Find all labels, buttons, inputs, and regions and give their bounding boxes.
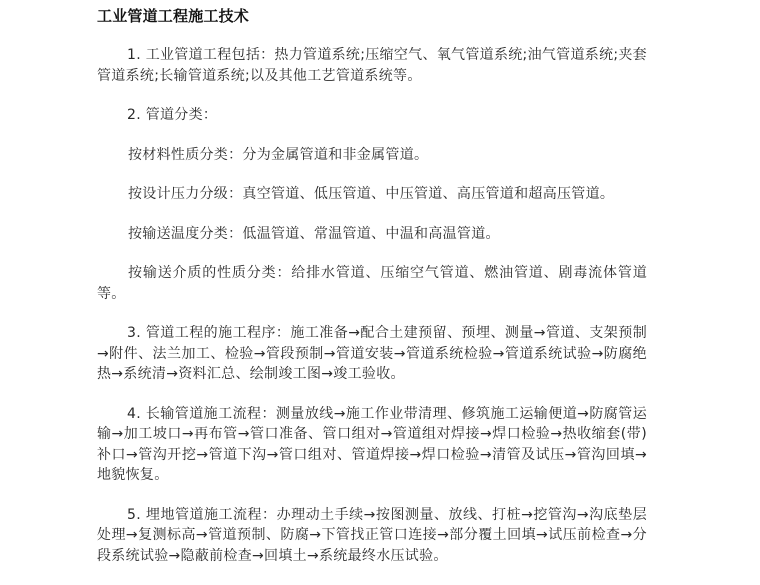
paragraph-buried-pipeline-process: 5. 埋地管道施工流程：办理动土手续→按图测量、放线、打桩→挖管沟→沟底垫层处理→复测标高→管道预制、防腐→下管找正管口连接→部分覆土回填→试压前检查→分段系统试验→隐蔽前检查→回填土→系统最终水压试验。	[97, 506, 647, 564]
paragraph-by-medium: 按输送介质的性质分类：给排水管道、压缩空气管道、燃油管道、剧毒流体管道等。	[97, 265, 647, 302]
paragraph-by-pressure: 按设计压力分级：真空管道、低压管道、中压管道、高压管道和超高压管道。	[128, 186, 615, 202]
document-title: 工业管道工程施工技术	[97, 7, 250, 25]
paragraph-scope: 1. 工业管道工程包括：热力管道系统;压缩空气、氧气管道系统;油气管道系统;夹套管道系统;长输管道系统;以及其他工艺管道系统等。	[97, 47, 647, 84]
paragraph-by-material: 按材料性质分类：分为金属管道和非金属管道。	[128, 146, 429, 163]
paragraph-construction-procedure: 3. 管道工程的施工程序：施工准备→配合土建预留、预埋、测量→管道、支架预制→附件、法兰加工、检验→管段预制→管道安装→管道系统检验→管道系统试验→防腐绝热→系统清→资料汇总、绘制竣工图→竣工验收。	[97, 325, 647, 382]
paragraph-classification-heading: 2. 管道分类：	[127, 107, 218, 123]
paragraph-by-temperature: 按输送温度分类：低温管道、常温管道、中温和高温管道。	[128, 225, 500, 242]
paragraph-long-distance-pipeline-process: 4. 长输管道施工流程：测量放线→施工作业带清理、修筑施工运输便道→防腐管运输→加工坡口→再布管→管口准备、管口组对→管道组对焊接→焊口检验→热收缩套(带)补口→管沟开挖→管道下沟→管口组对、管道焊接→焊口检验→清管及试压→管沟回填→地貌恢复。	[97, 405, 647, 483]
document-body	[97, 6, 647, 585]
